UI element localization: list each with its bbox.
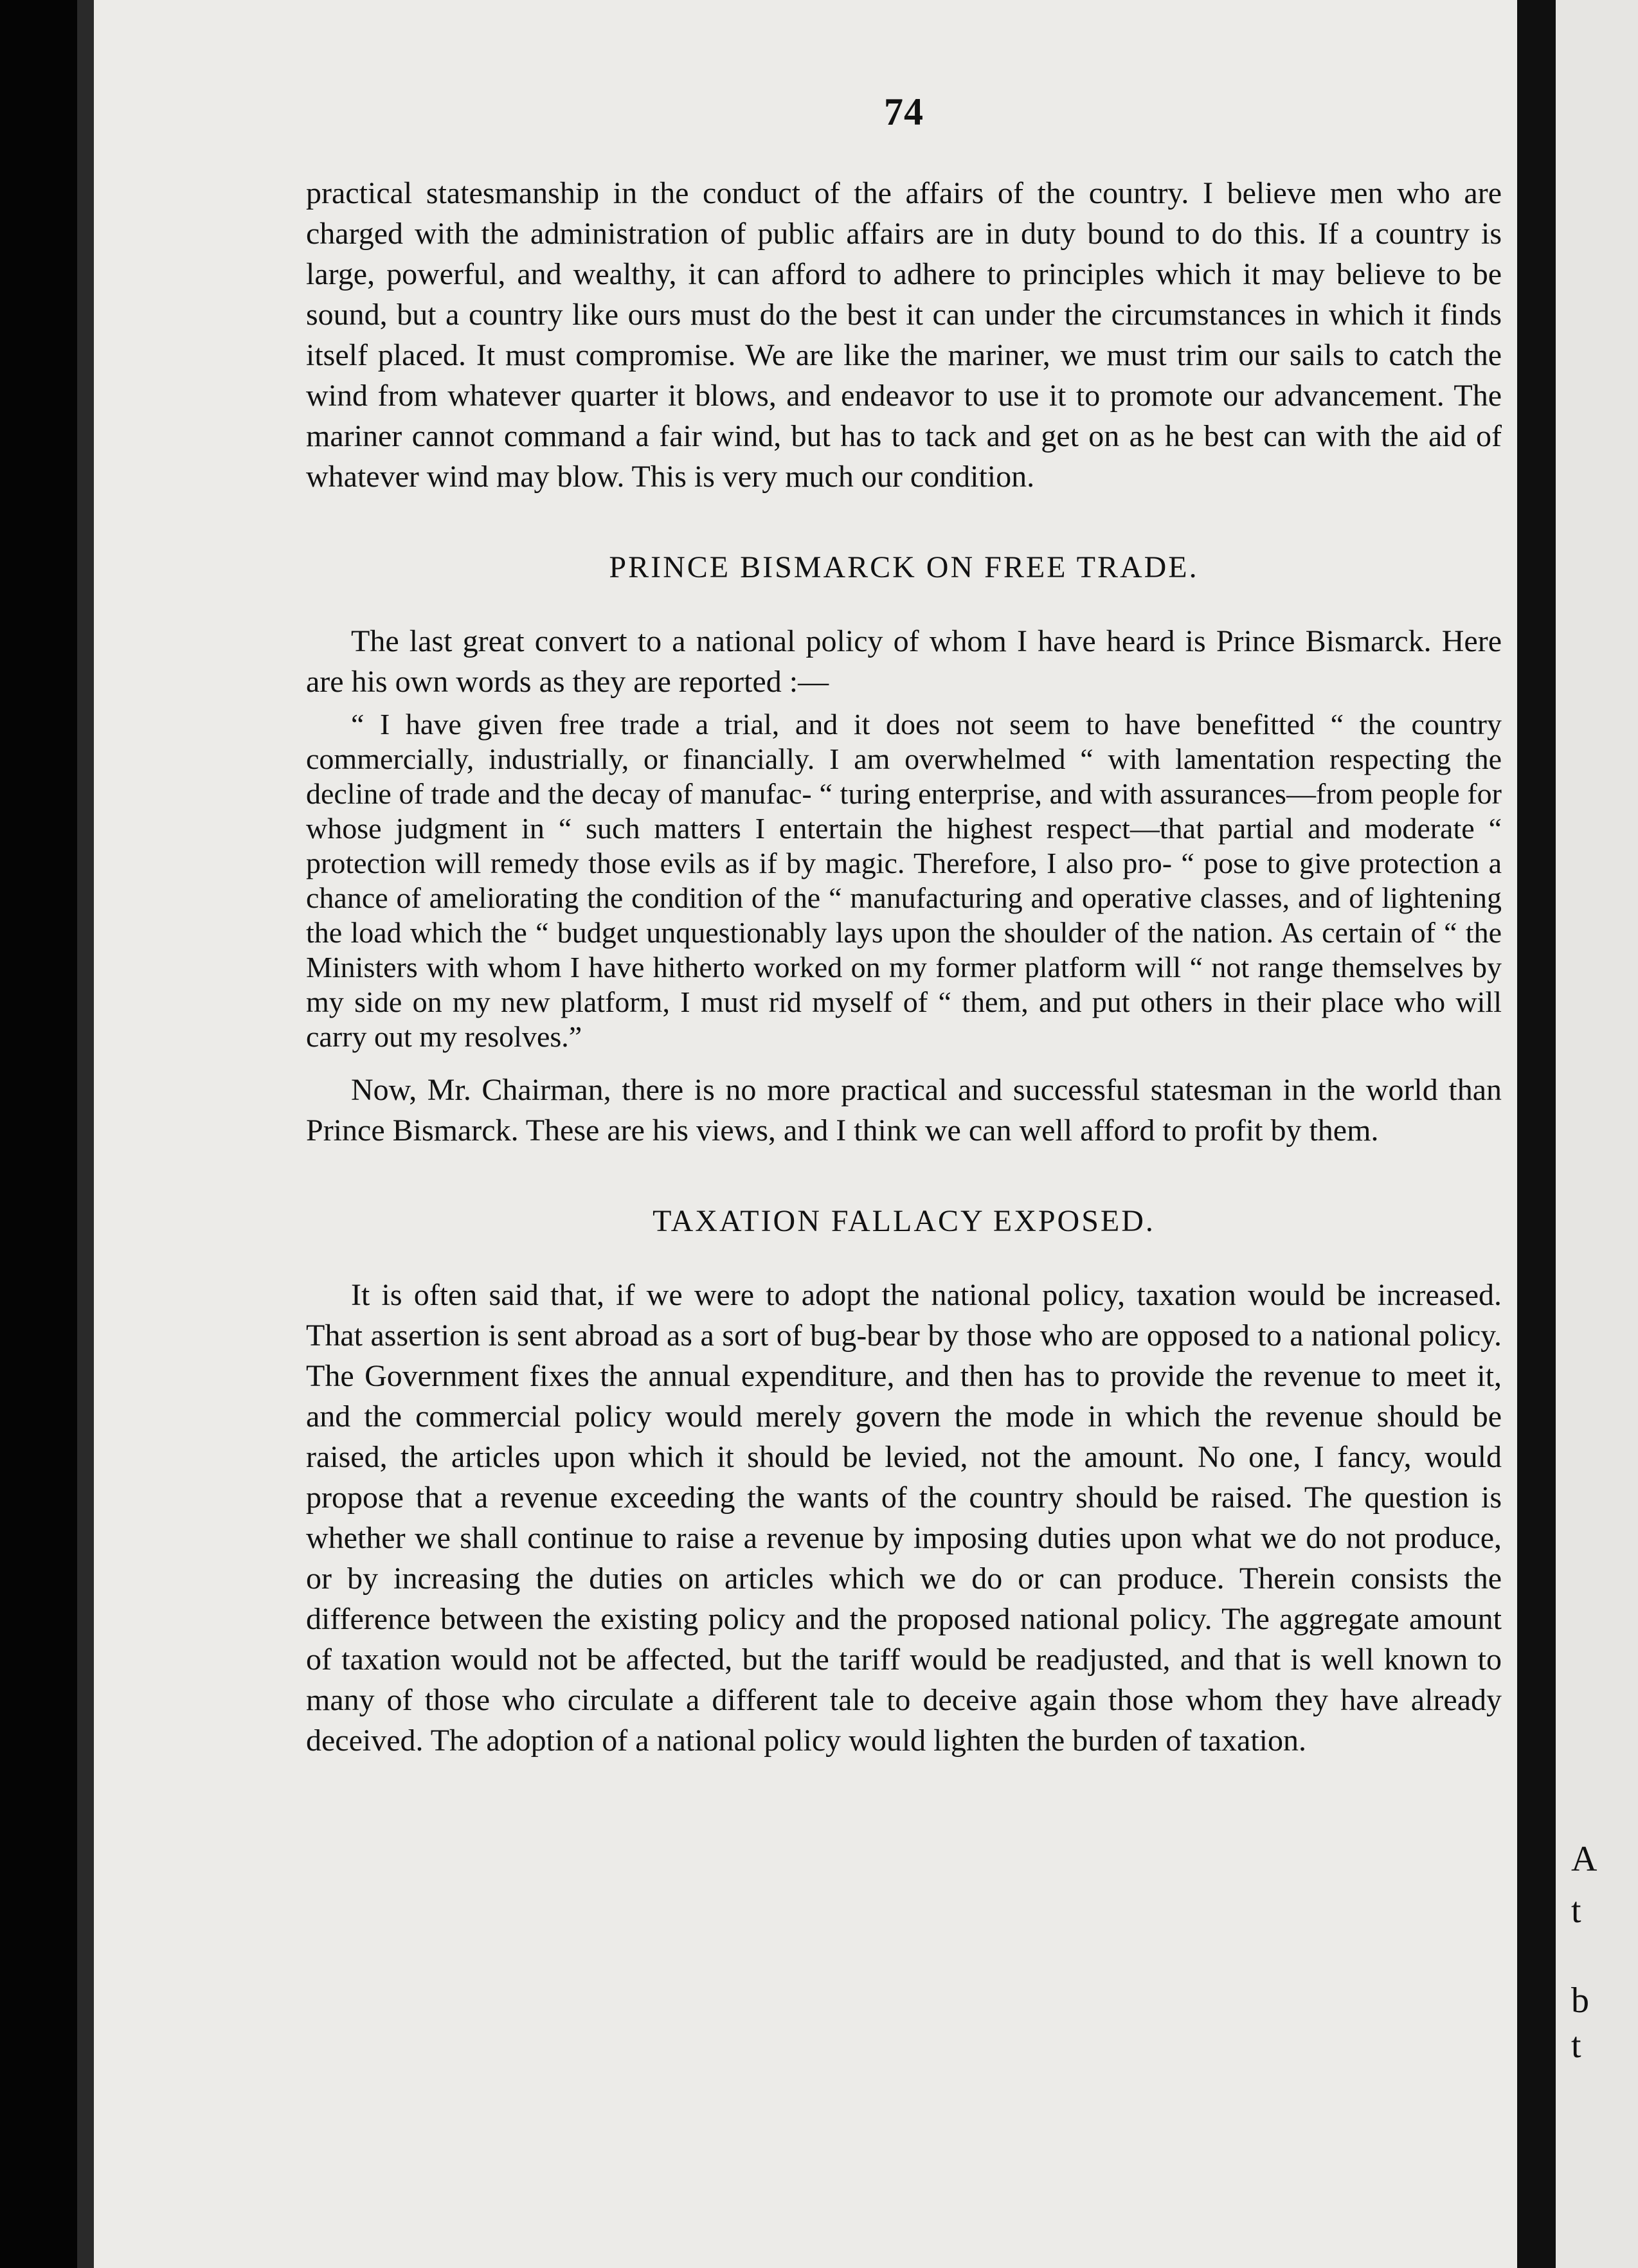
bismarck-intro-paragraph: The last great convert to a national policy of whom I have heard is Prince Bismarck. Here are his own words as they are reported :— [306, 624, 1502, 699]
adjacent-page-fragment: t [1571, 1891, 1581, 1931]
page-content [306, 90, 1502, 1761]
bismarck-closing-paragraph: Now, Mr. Chairman, there is no more practical and successful statesman in the world than Prince Bismarck. These are his views, and I think we can well afford to profit by them. [306, 1073, 1502, 1148]
page-number: 74 [884, 91, 924, 133]
section-heading-bismarck: PRINCE BISMARCK ON FREE TRADE. [609, 550, 1199, 584]
taxation-paragraph: It is often said that, if we were to adopt the national policy, taxation would be increased. That assertion is sent abroad as a sort of bug-bear by those who are opposed to a national policy. The Government fixes the annual expenditure, and then has to provide the revenue to meet it, and the commercial policy would merely govern the mode in which the revenue should be raised, the articles upon which it should be levied, not the amount. No one, I fancy, would propose that a revenue exceeding the wants of the country should be raised. The question is whether we shall continue to raise a revenue by imposing duties upon what we do not produce, or by increasing the duties on articles which we do or can produce. Therein consists the difference between the existing policy and the proposed national policy. The aggregate amount of taxation would not be affected, but the tariff would be readjusted, and that is well known to many of those who circulate a different tale to deceive again those whom they have already deceived. The adoption of a national policy would lighten the burden of taxation. [306, 1278, 1502, 1758]
bismarck-quote: “ I have given free trade a trial, and it does not seem to have benefitted “ the country commercially, industrially, or financially. I am overwhelmed “ with lamentation respecting the decline of trade and the decay of manufac- “ turing enterprise, and with assurances—from people for whose judgment in “ such matters I entertain the highest respect—that partial and moderate “ protection will remedy those evils as if by magic. Therefore, I also pro- “ pose to give protection a chance of ameliorating the condition of the “ manufacturing and operative classes, and of lightening the load which the “ budget unquestionably lays upon the shoulder of the nation. As certain of “ the Ministers with whom I have hitherto worked on my former platform will “ not range themselves by my side on my new platform, I must rid myself of “ them, and put others in their place who will carry out my resolves.” [306, 708, 1502, 1053]
adjacent-page-edge [1556, 0, 1638, 2268]
opening-paragraph: practical statesmanship in the conduct of the affairs of the country. I believe men who are charged with the administration of public affairs are in duty bound to do this. If a country is large, powerful, and wealthy, it can afford to adhere to principles which it may believe to be sound, but a country like ours must do the best it can under the circumstances in which it finds itself placed. It must compromise. We are like the mariner, we must trim our sails to catch the wind from whatever quarter it blows, and endeavor to use it to promote our advancement. The mariner cannot command a fair wind, but has to tack and get on as he best can with the aid of whatever wind may blow. This is very much our condition. [306, 176, 1502, 494]
adjacent-page-fragment: t [1571, 2026, 1581, 2066]
book-page [77, 0, 1517, 2268]
scan-border-left [0, 0, 77, 2268]
book-gutter [1517, 0, 1556, 2268]
adjacent-page-fragment: b [1571, 1981, 1589, 2021]
section-heading-taxation: TAXATION FALLACY EXPOSED. [652, 1204, 1155, 1238]
adjacent-page-fragment: A [1571, 1839, 1598, 1879]
